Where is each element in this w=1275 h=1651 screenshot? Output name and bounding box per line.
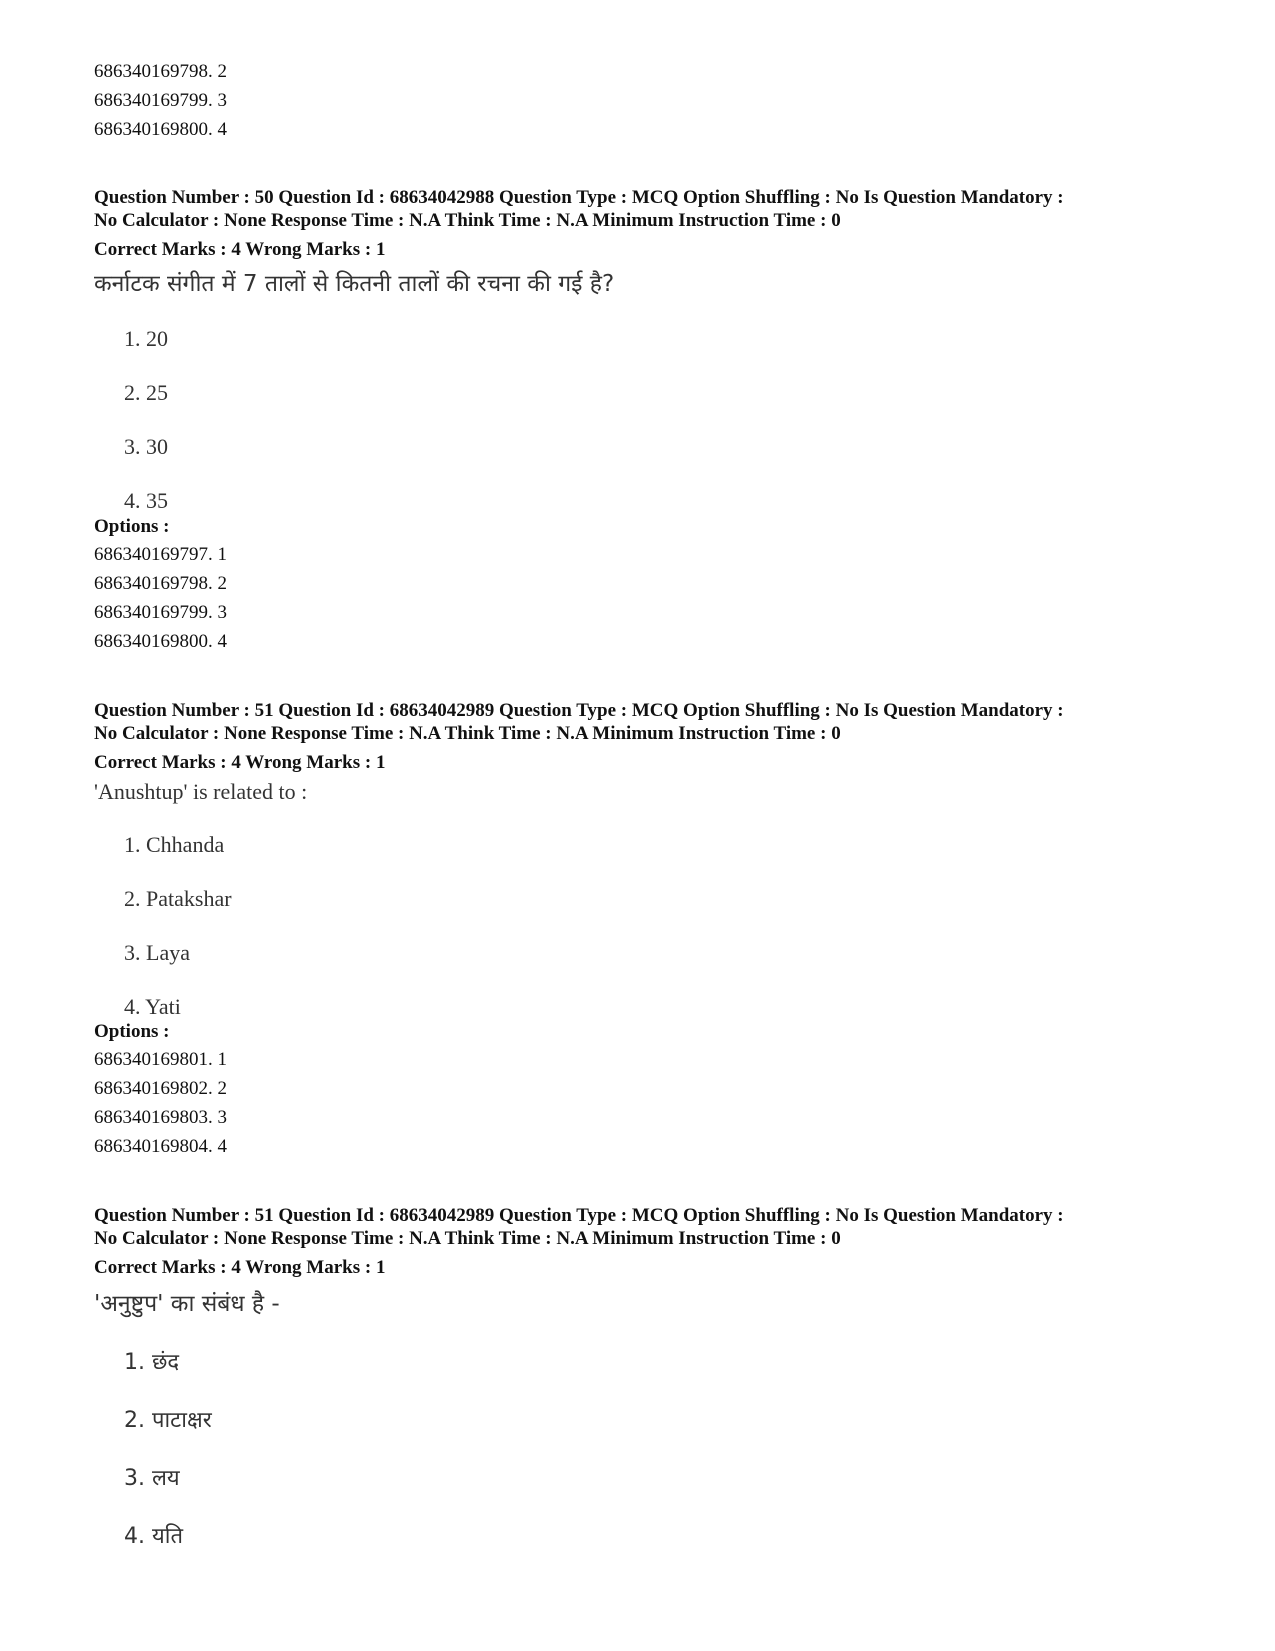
question-text: कर्नाटक संगीत में 7 तालों से कितनी तालों की रचना की गई है? xyxy=(94,271,615,297)
question-meta xyxy=(94,1204,1214,1250)
question-meta-line: No Calculator : None Response Time : N.A Think Time : N.A Minimum Instruction Time : 0 xyxy=(94,723,841,744)
question-meta-line: Question Number : 51 Question Id : 68634042989 Question Type : MCQ Option Shuffling : No Is Question Mandatory : xyxy=(94,700,1064,721)
question-meta xyxy=(94,186,1214,232)
answer-choice: 3. 30 xyxy=(124,434,168,459)
answer-choice: 2. पाटाक्षर xyxy=(124,1408,212,1433)
option-id-line: 686340169801. 1 xyxy=(94,1049,227,1070)
answer-choice: 3. Laya xyxy=(124,940,190,965)
answer-choice: 4. 35 xyxy=(124,488,168,513)
option-id-line: 686340169800. 4 xyxy=(94,119,227,140)
option-id-line: 686340169802. 2 xyxy=(94,1078,227,1099)
question-meta-line: Question Number : 50 Question Id : 68634042988 Question Type : MCQ Option Shuffling : No Is Question Mandatory : xyxy=(94,187,1064,208)
answer-choice: 3. लय xyxy=(124,1466,180,1491)
question-meta xyxy=(94,699,1214,745)
option-id-line: 686340169803. 3 xyxy=(94,1107,227,1128)
question-meta-line: No Calculator : None Response Time : N.A Think Time : N.A Minimum Instruction Time : 0 xyxy=(94,210,841,231)
question-text: 'अनुष्टुप' का संबंध है - xyxy=(94,1291,280,1317)
question-marks: Correct Marks : 4 Wrong Marks : 1 xyxy=(94,239,386,260)
answer-choice: 1. 20 xyxy=(124,326,168,351)
answer-choice: 1. Chhanda xyxy=(124,832,225,857)
answer-choice: 2. Patakshar xyxy=(124,886,232,911)
question-meta-line: No Calculator : None Response Time : N.A Think Time : N.A Minimum Instruction Time : 0 xyxy=(94,1228,841,1249)
question-text: 'Anushtup' is related to : xyxy=(94,779,308,804)
answer-choice: 2. 25 xyxy=(124,380,168,405)
question-marks: Correct Marks : 4 Wrong Marks : 1 xyxy=(94,752,386,773)
option-id-line: 686340169798. 2 xyxy=(94,61,227,82)
answer-choice: 4. यति xyxy=(124,1524,183,1549)
question-meta-line: Question Number : 51 Question Id : 68634042989 Question Type : MCQ Option Shuffling : No Is Question Mandatory : xyxy=(94,1205,1064,1226)
option-id-line: 686340169800. 4 xyxy=(94,631,227,652)
option-id-line: 686340169804. 4 xyxy=(94,1136,227,1157)
options-label: Options : xyxy=(94,516,170,537)
answer-choice: 1. छंद xyxy=(124,1350,180,1375)
option-id-line: 686340169798. 2 xyxy=(94,573,227,594)
option-id-line: 686340169799. 3 xyxy=(94,602,227,623)
answer-choice: 4. Yati xyxy=(124,994,181,1019)
options-label: Options : xyxy=(94,1021,170,1042)
option-id-line: 686340169799. 3 xyxy=(94,90,227,111)
question-marks: Correct Marks : 4 Wrong Marks : 1 xyxy=(94,1257,386,1278)
option-id-line: 686340169797. 1 xyxy=(94,544,227,565)
